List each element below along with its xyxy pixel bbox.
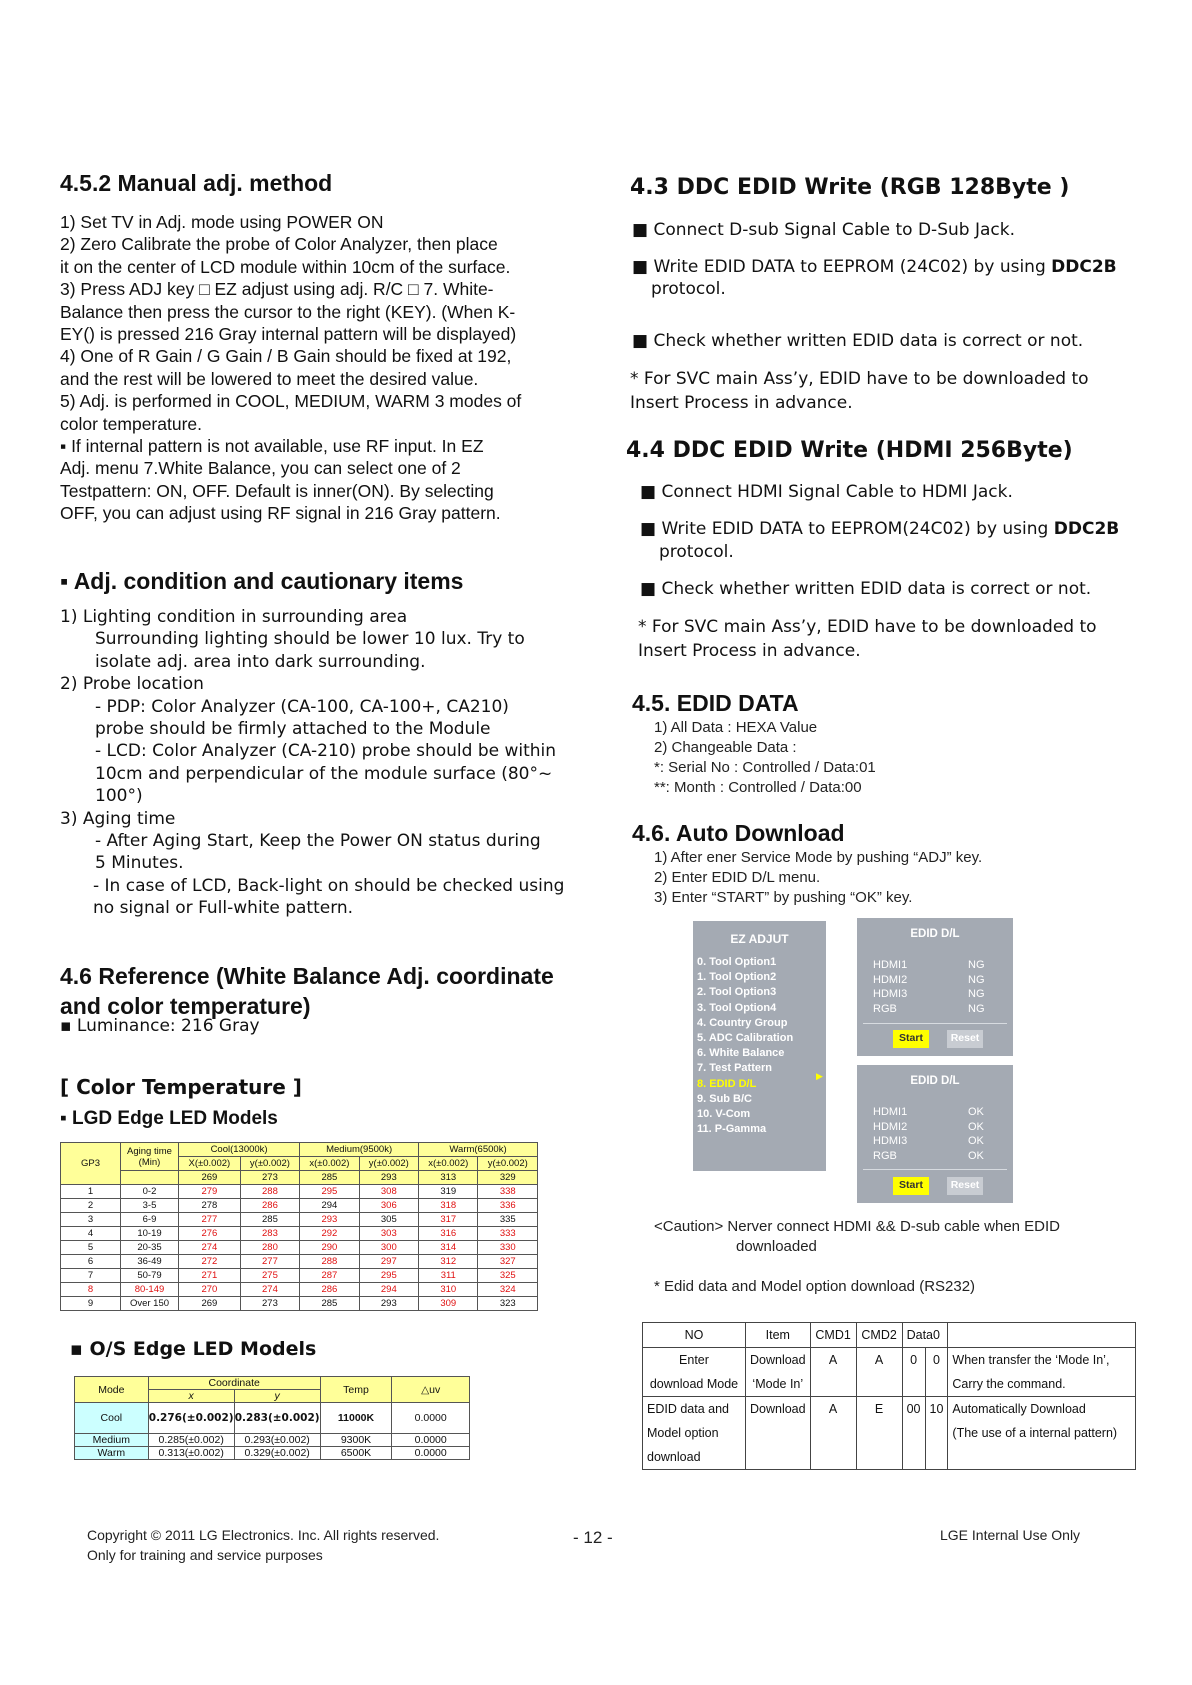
ddc-rgb-step-check: ■ Check whether written EDID data is correct or not. [632,331,1084,351]
row-number-cell: 2 [61,1199,121,1213]
edid-status-value: OK [968,1135,984,1147]
edid-status-row [873,1002,1013,1017]
coord-value-cell: 275 [240,1269,299,1283]
os-y-cell: 0.283(±0.002) [234,1403,320,1434]
edid-dl-panel-ng [857,918,1013,1056]
edid-dl-panel-ok [857,1065,1013,1203]
coord-value-cell: 272 [179,1255,241,1269]
edid-status-value: OK [968,1106,984,1118]
cmd1-cell: A [810,1348,856,1397]
edid-status-row [873,1134,1013,1149]
text-line: Adj. menu 7.White Balance, you can select one of 2 [60,458,461,479]
section-title-reference-l1: 4.6 Reference (White Balance Adj. coordinate [60,963,554,989]
os-duv-cell: 0.0000 [392,1434,470,1447]
section-title-ddc-hdmi: 4.4 DDC EDID Write (HDMI 256Byte) [626,438,1073,463]
os-mode-cell: Warm [75,1447,149,1460]
text-line: 1) All Data : HEXA Value [654,719,818,736]
text-line: 1) After ener Service Mode by pushing “ADJ” key. [654,849,983,866]
table-row [61,1199,538,1213]
row-number-cell: 9 [61,1297,121,1311]
os-y-cell: 0.293(±0.002) [234,1434,320,1447]
edid-panel-title: EDID D/L [910,928,960,940]
ddc-rgb-note-l1: * For SVC main Ass’y, EDID have to be downloaded to [630,369,1089,389]
edid-port-label: HDMI1 [873,959,908,971]
coord-value-cell: 288 [240,1185,299,1199]
coord-value-cell: 286 [240,1199,299,1213]
caution-line-2: downloaded [736,1238,817,1255]
coord-value-cell: 305 [359,1213,418,1227]
os-y-cell: 0.329(±0.002) [234,1447,320,1460]
coord-value-cell: 310 [419,1283,478,1297]
edid-rs232-note: * Edid data and Model option download (RS232) [654,1278,976,1295]
text-line: - In case of LCD, Back-light on should be checked using [93,875,565,896]
text-line: 1) Set TV in Adj. mode using POWER ON [60,212,384,232]
coord-value-cell: 336 [478,1199,538,1213]
row-number-cell: 3 [61,1213,121,1227]
coord-value-cell: 279 [179,1185,241,1199]
header-item: Item [746,1323,811,1348]
coord-value-cell: 295 [300,1185,359,1199]
coord-value-cell: 269 [179,1297,241,1311]
data0-cell: 0 [902,1348,925,1397]
os-x-cell: 0.313(±0.002) [148,1447,234,1460]
footer-copyright: Copyright © 2011 LG Electronics. Inc. All rights reserved. [87,1527,440,1543]
target-value-cell: 273 [240,1171,299,1185]
os-temp-cell: 11000K [320,1403,392,1434]
aging-time-header: Aging time (Min) [121,1143,179,1171]
luminance-text: ▪ Luminance: 216 Gray [60,1016,260,1036]
aging-time-cell: 20-35 [121,1241,179,1255]
edid-port-label: RGB [873,1149,897,1162]
coord-value-cell: 323 [478,1297,538,1311]
cmd-item-cell: Download [746,1397,811,1470]
coord-value-cell: 318 [419,1199,478,1213]
edid-status-value: NG [968,973,985,986]
text-line: *: Serial No : Controlled / Data:01 [654,759,876,776]
table-row [61,1297,538,1311]
coord-value-cell: 287 [300,1269,359,1283]
coord-value-cell: 311 [419,1269,478,1283]
coord-value-cell: 294 [300,1199,359,1213]
os-models-title: ▪ O/S Edge LED Models [70,1338,317,1360]
coord-value-cell: 327 [478,1255,538,1269]
warm-header: Warm(6500k) [419,1143,538,1157]
edid-status-value: NG [968,1002,985,1015]
coord-value-cell: 316 [419,1227,478,1241]
text-line: 5) Adj. is performed in COOL, MEDIUM, WARM 3 modes of [60,391,522,412]
coord-value-cell: 285 [300,1297,359,1311]
data0-cell: 00 [902,1397,925,1470]
coord-value-cell: 294 [359,1283,418,1297]
header-data0: Data0 [902,1323,948,1348]
aging-time-cell: 10-19 [121,1227,179,1241]
coord-value-cell: 273 [240,1297,299,1311]
text-line: 2) Zero Calibrate the probe of Color Analyzer, then place [60,234,498,255]
auto-download-steps [654,848,982,908]
coord-value-cell: 293 [300,1213,359,1227]
edid-status-row [873,958,1013,973]
color-temperature-title: [ Color Temperature ] [60,1075,302,1099]
cmd1-cell: A [810,1397,856,1470]
text-line: ▪ If internal pattern is not available, use RF input. In EZ [60,435,484,456]
edid-data-list [654,718,876,798]
ddc-rgb-step-connect: ■ Connect D-sub Signal Cable to D-Sub Jack. [632,220,1015,240]
ez-menu-item[interactable]: 9. Sub B/C [697,1092,753,1105]
table-row [61,1185,538,1199]
aging-time-cell: 6-9 [121,1213,179,1227]
target-value-cell: 313 [419,1171,478,1185]
text-line: - LCD: Color Analyzer (CA-210) probe should be within [95,741,557,762]
text-line: Surrounding lighting should be lower 10 lux. Try to [95,629,525,650]
coord-value-cell: 324 [478,1283,538,1297]
coord-value-cell: 317 [419,1213,478,1227]
row-number-cell: 7 [61,1269,121,1283]
manual-adj-steps [60,210,600,523]
ddc-rgb-step-write-cont: protocol. [651,279,726,299]
ez-menu-item[interactable]: 3. Tool Option4 [697,1001,777,1014]
edid-status-row [873,1149,1013,1164]
coord-value-cell: 277 [240,1255,299,1269]
ez-menu-item[interactable]: 2. Tool Option3 [697,986,777,999]
ddc-hdmi-step-write-cont: protocol. [659,542,734,562]
text-line: color temperature. [60,413,203,434]
header-desc [948,1323,1136,1348]
cmd-desc-cell: Automatically Download (The use of a internal pattern) [948,1397,1136,1470]
ez-menu-item[interactable]: 11. P-Gamma [697,1123,767,1136]
coord-value-cell: 271 [179,1269,241,1283]
aging-time-cell: Over 150 [121,1297,179,1311]
coord-value-cell: 286 [300,1283,359,1297]
text-line: 2) Probe location [60,674,204,695]
text-line: it on the center of LCD module within 10cm of the surface. [60,256,511,277]
edid-panel-title: EDID D/L [910,1075,960,1087]
coord-value-cell: 325 [478,1269,538,1283]
text-line: 3) Aging time [60,808,176,829]
reset-button[interactable]: Reset [947,1030,983,1048]
ez-adjust-menu [693,921,826,1171]
coord-value-cell: 333 [478,1227,538,1241]
ddc-hdmi-step-connect: ■ Connect HDMI Signal Cable to HDMI Jack. [640,482,1013,502]
text-line: - After Aging Start, Keep the Power ON status during [95,830,541,851]
coord-value-cell: 277 [179,1213,241,1227]
coord-subheader: x(±0.002) [419,1157,478,1171]
table-row [61,1227,538,1241]
coord-value-cell: 319 [419,1185,478,1199]
aging-time-cell: 3-5 [121,1199,179,1213]
edid-port-label: HDMI2 [873,1120,908,1133]
text-line: - PDP: Color Analyzer (CA-100, CA-100+, CA210) [95,696,509,717]
lgd-models-title: ▪ LGD Edge LED Models [60,1108,278,1129]
cmd-item-cell: Download ‘Mode In’ [746,1348,811,1397]
coord-value-cell: 280 [240,1241,299,1255]
os-mode-cell: Cool [75,1403,149,1434]
os-duv-cell: 0.0000 [392,1403,470,1434]
cmd-no-cell: EDID data and Model option download [643,1397,746,1470]
ddc-hdmi-step-write: ■ Write EDID DATA to EEPROM(24C02) by using DDC2B [640,519,1120,539]
page-number: - 12 - [573,1528,613,1547]
row-number-cell: 4 [61,1227,121,1241]
table-row [61,1283,538,1297]
text-line: OFF, you can adjust using RF signal in 216 Gray pattern. [60,503,501,524]
ez-menu-item[interactable]: 7. Test Pattern [697,1062,772,1075]
footer-internal: LGE Internal Use Only [940,1527,1081,1543]
os-duv-cell: 0.0000 [392,1447,470,1460]
row-number-cell: 8 [61,1283,121,1297]
coord-value-cell: 330 [478,1241,538,1255]
start-button[interactable]: Start [893,1177,929,1195]
coord-value-cell: 288 [300,1255,359,1269]
temp-header: Temp [320,1377,392,1403]
ez-menu-item[interactable]: 0. Tool Option1 [697,956,777,968]
coord-value-cell: 274 [179,1241,241,1255]
text-line: EY() is pressed 216 Gray internal pattern will be displayed) [60,323,517,344]
medium-header: Medium(9500k) [300,1143,419,1157]
y-header: y [234,1390,320,1403]
header-no: NO [643,1323,746,1348]
reset-button[interactable]: Reset [947,1177,983,1195]
coord-subheader: x(±0.002) [300,1157,359,1171]
coord-value-cell: 295 [359,1269,418,1283]
section-title-manual-adj: 4.5.2 Manual adj. method [60,170,333,196]
ddc-hdmi-note-l1: * For SVC main Ass’y, EDID have to be downloaded to [638,617,1097,637]
coord-value-cell: 335 [478,1213,538,1227]
coord-value-cell: 297 [359,1255,418,1269]
section-title-reference-l2: and color temperature) [60,993,311,1019]
caret-right-icon: ▶ [816,1071,823,1081]
os-x-cell: 0.276(±0.002) [148,1403,234,1434]
edid-status-row [873,973,1013,988]
aging-time-cell: 50-79 [121,1269,179,1283]
coord-value-cell: 314 [419,1241,478,1255]
coord-value-cell: 274 [240,1283,299,1297]
coord-value-cell: 276 [179,1227,241,1241]
footer-training: Only for training and service purposes [87,1547,323,1563]
edid-port-label: HDMI2 [873,973,908,986]
coord-value-cell: 312 [419,1255,478,1269]
coord-subheader: X(±0.002) [179,1157,241,1171]
text-line: 4) One of R Gain / G Gain / B Gain should be fixed at 192, [60,346,512,367]
text-line: 5 Minutes. [95,853,184,874]
text-line: **: Month : Controlled / Data:00 [654,779,862,796]
target-value-cell: 293 [359,1171,418,1185]
coord-value-cell: 278 [179,1199,241,1213]
table-row [61,1213,538,1227]
coord-value-cell: 309 [419,1297,478,1311]
text-line: isolate adj. area into dark surrounding. [95,651,426,672]
coord-value-cell: 290 [300,1241,359,1255]
ez-menu-item[interactable]: 10. V-Com [697,1108,751,1121]
os-coordinate-table [74,1376,470,1460]
white-balance-table [60,1142,538,1311]
row-number-cell: 5 [61,1241,121,1255]
table-row [61,1241,538,1255]
target-aging-cell [121,1171,179,1185]
os-temp-cell: 6500K [320,1447,392,1460]
section-title-auto-download: 4.6. Auto Download [632,820,845,846]
coord-value-cell: 308 [359,1185,418,1199]
target-value-cell: 285 [300,1171,359,1185]
duv-header: △uv [392,1377,470,1403]
edid-status-row [873,1120,1013,1135]
coord-value-cell: 283 [240,1227,299,1241]
coord-value-cell: 292 [300,1227,359,1241]
ddc-rgb-step-write: ■ Write EDID DATA to EEPROM (24C02) by using DDC2B [632,257,1117,277]
edid-port-label: HDMI1 [873,1106,908,1118]
edid-status-value: OK [968,1149,984,1162]
text-line: 10cm and perpendicular of the module surface (80°~ [95,763,553,784]
ez-menu-item[interactable]: 8. EDID D/L [697,1077,757,1090]
table-row [61,1269,538,1283]
section-title-ddc-rgb: 4.3 DDC EDID Write (RGB 128Byte ) [630,175,1070,200]
text-line: 3) Enter “START” by pushing “OK” key. [654,889,913,906]
os-x-cell: 0.285(±0.002) [148,1434,234,1447]
coord-value-cell: 306 [359,1199,418,1213]
edid-status-value: OK [968,1120,984,1133]
text-line: 2) Changeable Data : [654,739,797,756]
header-cmd1: CMD1 [810,1323,856,1348]
coord-subheader: y(±0.002) [240,1157,299,1171]
coord-subheader: y(±0.002) [478,1157,538,1171]
text-line: 3) Press ADJ key □ EZ adjust using adj. R/C □ 7. White- [60,279,494,300]
x-header: x [148,1390,234,1403]
coord-value-cell: 303 [359,1227,418,1241]
text-line: Balance then press the cursor to the right (KEY). (When K- [60,301,516,322]
ddc-hdmi-note-l2: Insert Process in advance. [638,641,861,661]
ez-menu-item[interactable]: 5. ADC Calibration [697,1032,794,1045]
os-temp-cell: 9300K [320,1434,392,1447]
cool-header: Cool(13000k) [179,1143,300,1157]
edid-port-label: HDMI3 [873,988,908,1000]
edid-port-label: RGB [873,1002,897,1015]
ddc-hdmi-step-check: ■ Check whether written EDID data is correct or not. [640,579,1092,599]
coord-subheader: y(±0.002) [359,1157,418,1171]
section-title-adj-condition: ▪ Adj. condition and cautionary items [60,568,464,594]
ddc-rgb-note-l2: Insert Process in advance. [630,393,853,413]
edid-status-row [873,1105,1013,1120]
cmd2-cell: E [856,1397,902,1470]
header-cmd2: CMD2 [856,1323,902,1348]
row-number-cell: 1 [61,1185,121,1199]
row-number-cell: 6 [61,1255,121,1269]
edid-port-label: HDMI3 [873,1135,908,1147]
data1-cell: 10 [925,1397,948,1470]
target-value-cell: 329 [478,1171,538,1185]
text-line: Testpattern: ON, OFF. Default is inner(ON). By selecting [60,480,494,501]
mode-header: Mode [75,1377,149,1403]
edid-status-value: NG [968,988,985,1000]
coord-value-cell: 285 [240,1213,299,1227]
gp3-header: GP3 [61,1143,121,1185]
text-line: 100°) [95,786,143,807]
cmd-no-cell: Enter download Mode [643,1348,746,1397]
text-line: 2) Enter EDID D/L menu. [654,869,821,886]
coord-value-cell: 293 [359,1297,418,1311]
aging-time-cell: 80-149 [121,1283,179,1297]
coord-value-cell: 338 [478,1185,538,1199]
cmd2-cell: A [856,1348,902,1397]
coord-value-cell: 300 [359,1241,418,1255]
text-line: no signal or Full-white pattern. [93,898,354,919]
aging-time-cell: 36-49 [121,1255,179,1269]
edid-status-row [873,987,1013,1002]
coordinate-header: Coordinate [148,1377,320,1390]
section-title-edid-data: 4.5. EDID DATA [632,690,799,716]
cmd-desc-cell: When transfer the ‘Mode In’, Carry the command. [948,1348,1136,1397]
table-row [61,1255,538,1269]
coord-value-cell: 270 [179,1283,241,1297]
ez-menu-item[interactable]: 4. Country Group [697,1016,788,1029]
text-line: and the rest will be lowered to meet the desired value. [60,368,479,389]
command-table [642,1322,1136,1470]
adj-condition-list [60,606,620,919]
ez-menu-item[interactable]: 1. Tool Option2 [697,971,777,984]
text-line: probe should be firmly attached to the Module [95,718,491,739]
ez-adjust-title: EZ ADJUT [730,932,789,946]
target-value-cell: 269 [179,1171,241,1185]
ez-menu-item[interactable]: 6. White Balance [697,1047,785,1060]
os-mode-cell: Medium [75,1434,149,1447]
data1-cell: 0 [925,1348,948,1397]
aging-time-cell: 0-2 [121,1185,179,1199]
start-button[interactable]: Start [893,1030,929,1048]
text-line: 1) Lighting condition in surrounding area [60,607,408,627]
caution-line-1: <Caution> Nerver connect HDMI && D-sub cable when EDID [654,1218,1061,1235]
edid-status-value: NG [968,959,985,971]
